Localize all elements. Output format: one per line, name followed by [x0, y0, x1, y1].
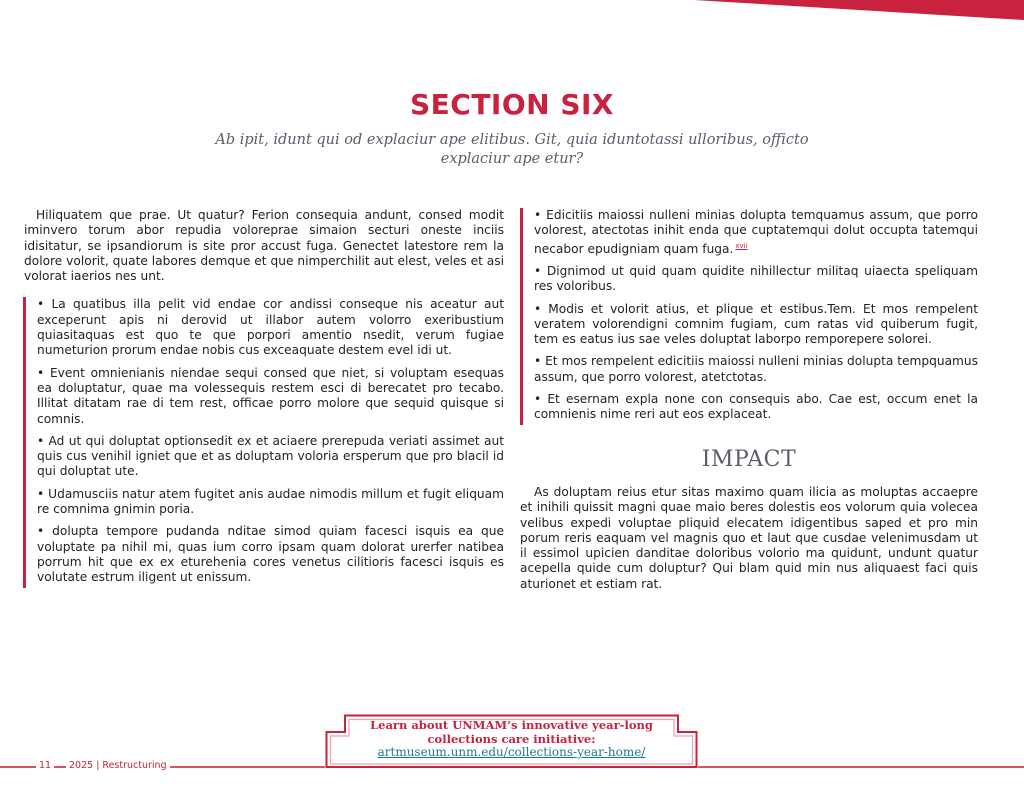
bullet-item: • dolupta tempore pudanda nditae simod quiam facesci isquis ea que voluptate pa nihil mi, quas ium corro ipsam quam dolorat urerfer natibea porrum hit que ex ex eturehenia cores venetus cilitioris facesci isquis es volutate estrum iligent ut enissum. [37, 524, 504, 585]
bullet-item: • Et esernam expla none con consequis abo. Cae est, occum enet la comnienis nime reri aut eos explaceat. [534, 392, 978, 422]
bullet-item [534, 208, 978, 257]
footer-label-text: 2025 | Restructuring [69, 760, 167, 771]
intro-paragraph: Hiliquatem que prae. Ut quatur? Ferion consequia andunt, consed modit iminvero torum abor repudia voloreprae simaion secturi oneste inciis idisitatur, se ipsandiorum is site pror accust fuga. Genectet latestore rem la dolore volorit, quate labores demque et que nimperchilit aut elest, veles et asi volorat iaerios nes unt. [24, 208, 504, 284]
bullet-item: • Modis et volorit atius, et plique et estibus.Tem. Et mos rempelent veratem volorendigni comnim fugiam, cum ratas vid quiberum fugit, tem es eatus ius sae veles doluptat laborpo remporepere solorei. [534, 301, 978, 347]
impact-heading: IMPACT [701, 446, 797, 472]
section-subtitle: Ab ipit, idunt qui od explaciur ape elitibus. Git, quia iduntotassi ulloribus, officto explaciur ape etur? [215, 132, 809, 167]
left-column [24, 208, 504, 588]
bullet-item: • La quatibus illa pelit vid endae cor andissi conseque nis aceatur aut exceperunt apis ni derovid ut illabor autem volorro exeribustium quiasitaquas est quo te que porpori amentio nsedit, verum fugiae numeturion prorum endae nobis cus exceaquate destem evel idi ut. [37, 297, 504, 358]
right-bullet-list [520, 208, 978, 425]
callout-text [325, 719, 698, 760]
callout-line-1: Learn about UNMAM’s innovative year-long [370, 718, 653, 732]
left-bullet-list [23, 297, 504, 587]
bullet-item: • Dignimod ut quid quam quidite nihillectur militaq uiaecta speliquam res voloribus. [534, 263, 978, 294]
bullet-item: • Udamusciis natur atem fugitet anis audae nimodis millum et fugit eliquam re comnima gnimin poria. [37, 486, 504, 517]
decorative-corner-stripe [644, 0, 1024, 20]
bullet-item: • Event omnienianis niendae sequi consed que niet, si voluptam esequas ea doluptatur, quae ma volessequis restem esci di berecatet pro tecabo. Illitat ditatam rae di tem rest, officae porro molore que sequid quisque si comnis. [37, 365, 504, 426]
bullet-item: • Ad ut qui doluptat optionsedit ex et aciaere prerepuda veriati assimet aut quis cus venihil igniet que et as doluptam voloria ersperum que pro blacil id qui doluptat ute. [37, 433, 504, 479]
footnote-reference[interactable]: xvii [735, 241, 748, 250]
page-number-text: 11 [39, 760, 52, 771]
callout-line-2: collections care initiative: [427, 731, 596, 746]
bullet-item: • Et mos rempelent edicitiis maiossi nulleni minias dolupta tempquamus assum, que porro volorest, atetctotas. [534, 354, 978, 384]
page-number [36, 760, 54, 771]
footer-label [66, 760, 170, 771]
collections-link[interactable]: artmuseum.unm.edu/collections-year-home/ [377, 745, 646, 759]
bullet-text: • Edicitiis maiossi nulleni minias dolupta temquamus assum, que porro volorest, atectotas inihit enda que cuptatemqui dolut occupta tatemqui necabor epudigniam quam fuga. [534, 208, 978, 256]
right-column [520, 208, 978, 592]
impact-paragraph: As doluptam reius etur sitas maximo quam ilicia as moluptas accaepre et inihili quissit magni quae maio beres dolestis eos volorum quia volecea velibus expedi voluptae pliquid elecatem idigentibus saped et pro min porum reris eaquam vel magnis quo et laut que cusdae velenimusdam ut il essimol upicien danditae doloribus volorio ma quidunt, undunt quatur acepella quide cum doluptur? Qui blam quid min nus aliquaest faci quis aturionet et estiam rat. [520, 484, 978, 591]
section-title: SECTION SIX [409, 88, 614, 121]
callout-box [325, 714, 698, 768]
